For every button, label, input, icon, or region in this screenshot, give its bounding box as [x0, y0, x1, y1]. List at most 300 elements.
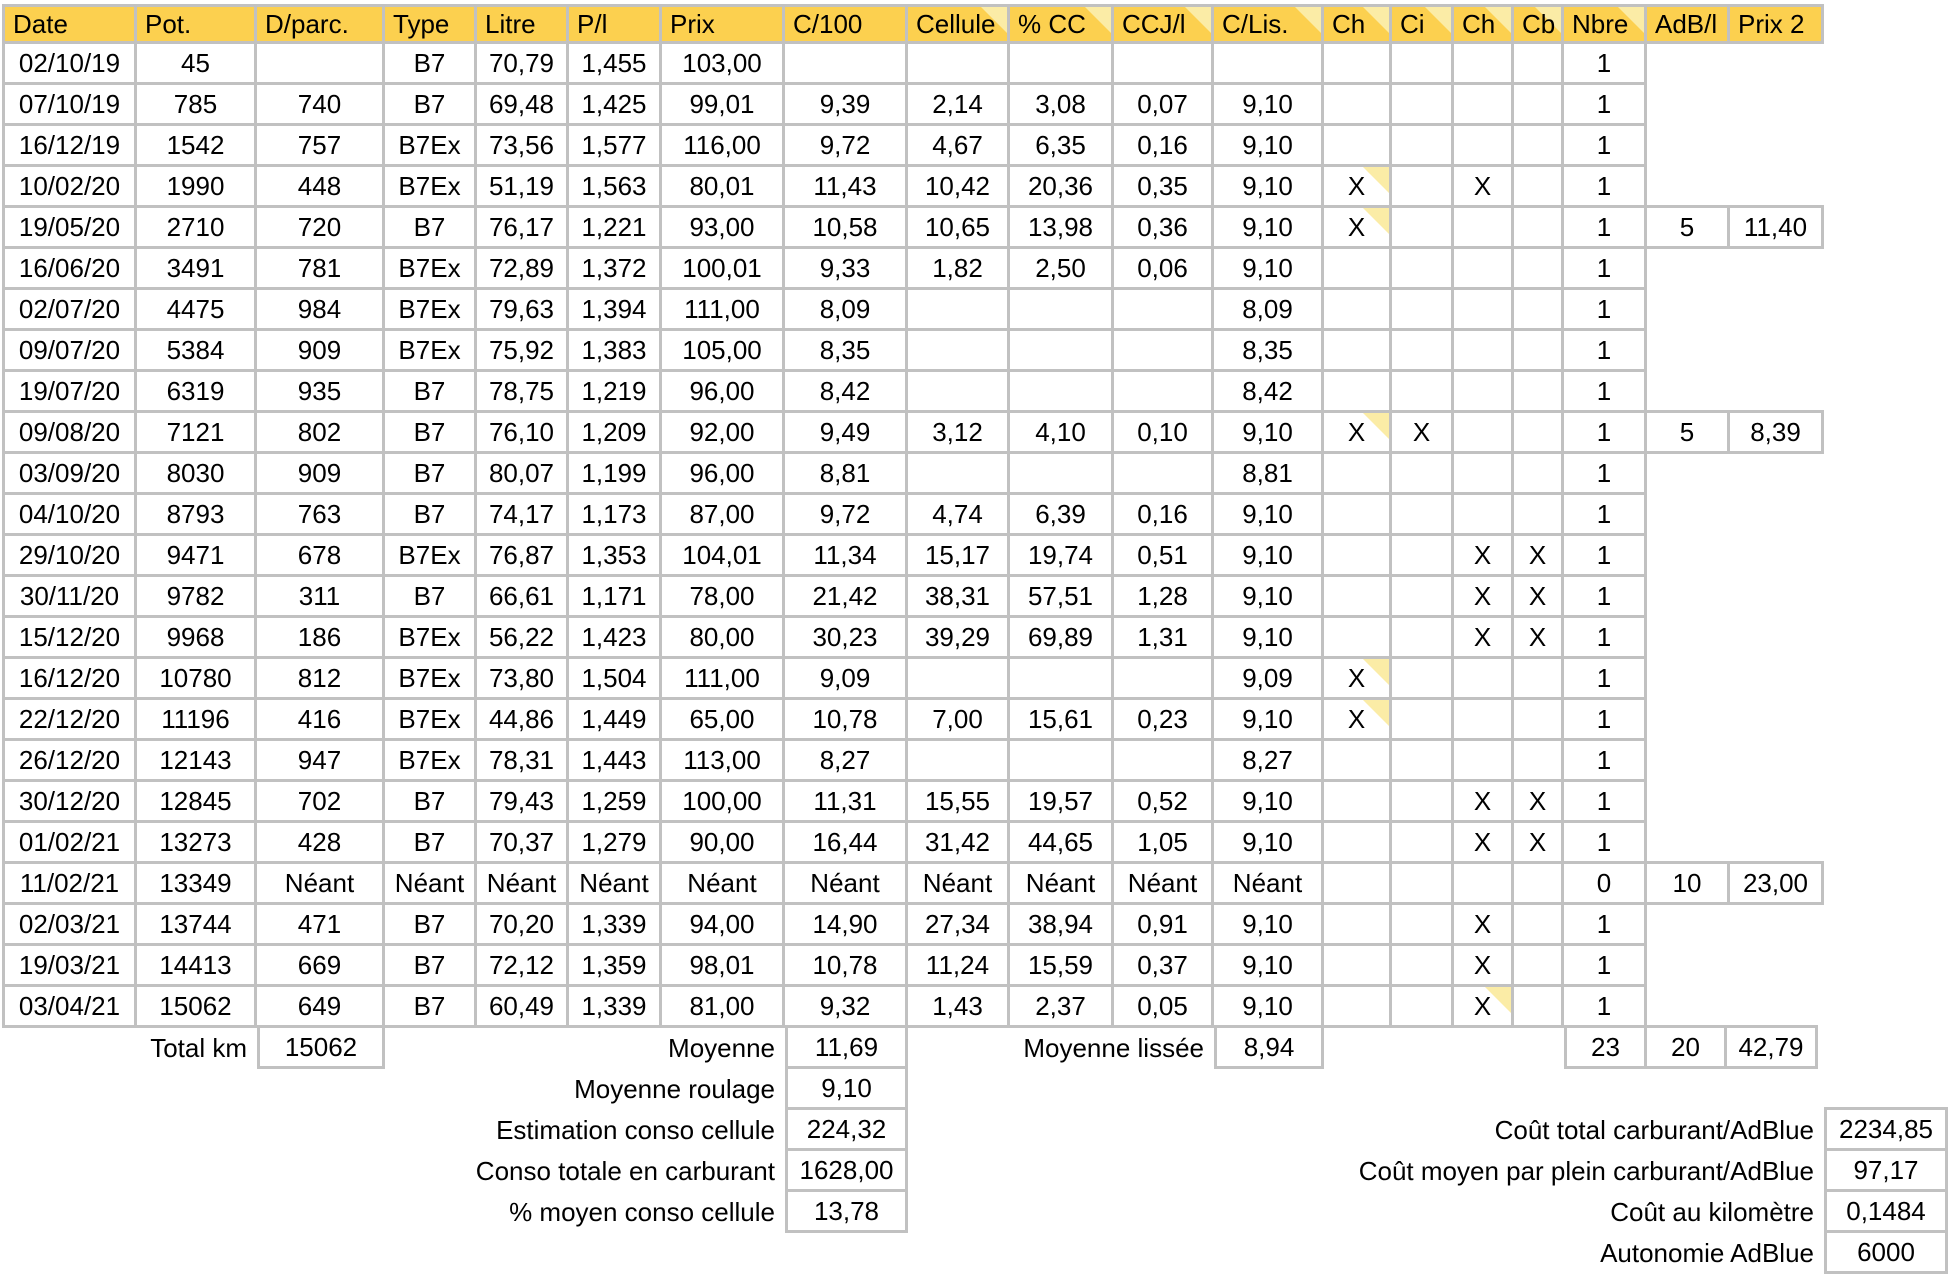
cell-cb[interactable]: [1514, 946, 1564, 987]
cell-ci[interactable]: [1392, 577, 1454, 618]
cell-ci[interactable]: [1392, 290, 1454, 331]
cell-cellule[interactable]: [908, 864, 1010, 905]
cell-nbre[interactable]: [1564, 413, 1647, 454]
cell-prix[interactable]: [662, 208, 785, 249]
conso-totale-value[interactable]: 1628,00: [785, 1148, 908, 1192]
cell-ch1[interactable]: [1324, 659, 1392, 700]
cell-pl[interactable]: [569, 413, 662, 454]
column-header-clis-11[interactable]: [1214, 4, 1324, 44]
cell-type[interactable]: [385, 495, 477, 536]
cell-ci[interactable]: [1392, 946, 1454, 987]
cell-pl[interactable]: [569, 454, 662, 495]
cell-clis[interactable]: [1214, 413, 1324, 454]
cell-ccjl[interactable]: [1114, 577, 1214, 618]
cell-date[interactable]: [2, 782, 137, 823]
cell-adbl[interactable]: [1647, 823, 1730, 864]
cell-prix[interactable]: [662, 495, 785, 536]
cell-nbre[interactable]: [1564, 905, 1647, 946]
cell-litre[interactable]: [477, 454, 569, 495]
cell-cb[interactable]: [1514, 249, 1564, 290]
cell-pot[interactable]: [137, 290, 257, 331]
cell-prix[interactable]: [662, 577, 785, 618]
cell-prix2[interactable]: [1730, 577, 1824, 618]
cell-pl[interactable]: [569, 946, 662, 987]
cell-prix2[interactable]: [1730, 864, 1824, 905]
cell-cellule[interactable]: [908, 167, 1010, 208]
cell-cellule[interactable]: [908, 905, 1010, 946]
cell-ci[interactable]: [1392, 372, 1454, 413]
cell-litre[interactable]: [477, 659, 569, 700]
cell-nbre[interactable]: [1564, 741, 1647, 782]
cell-pcc[interactable]: [1010, 454, 1114, 495]
cell-cb[interactable]: [1514, 495, 1564, 536]
cell-type[interactable]: [385, 167, 477, 208]
cell-litre[interactable]: [477, 741, 569, 782]
cell-dparc[interactable]: [257, 495, 385, 536]
cell-cellule[interactable]: [908, 454, 1010, 495]
cell-pl[interactable]: [569, 167, 662, 208]
cell-ch2[interactable]: [1454, 659, 1514, 700]
cell-dparc[interactable]: [257, 905, 385, 946]
cell-nbre[interactable]: [1564, 782, 1647, 823]
cell-prix[interactable]: [662, 987, 785, 1028]
cell-ch2[interactable]: [1454, 782, 1514, 823]
cell-pl[interactable]: [569, 44, 662, 85]
prix2-total-value[interactable]: 42,79: [1724, 1025, 1818, 1069]
cell-ccjl[interactable]: [1114, 454, 1214, 495]
cell-litre[interactable]: [477, 782, 569, 823]
cell-ccjl[interactable]: [1114, 659, 1214, 700]
cell-ch1[interactable]: [1324, 208, 1392, 249]
cell-pot[interactable]: [137, 249, 257, 290]
cell-type[interactable]: [385, 290, 477, 331]
cell-ch2[interactable]: [1454, 413, 1514, 454]
cell-cb[interactable]: [1514, 208, 1564, 249]
cell-prix2[interactable]: [1730, 782, 1824, 823]
cell-pcc[interactable]: [1010, 823, 1114, 864]
cell-ccjl[interactable]: [1114, 290, 1214, 331]
cell-pl[interactable]: [569, 126, 662, 167]
cell-type[interactable]: [385, 126, 477, 167]
cell-prix[interactable]: [662, 864, 785, 905]
cell-ch1[interactable]: [1324, 167, 1392, 208]
cell-c100[interactable]: [785, 536, 908, 577]
cell-date[interactable]: [2, 413, 137, 454]
cell-adbl[interactable]: [1647, 495, 1730, 536]
cell-ci[interactable]: [1392, 249, 1454, 290]
cell-date[interactable]: [2, 126, 137, 167]
cell-pl[interactable]: [569, 536, 662, 577]
cell-type[interactable]: [385, 987, 477, 1028]
autonomie-adblue-value[interactable]: 6000: [1824, 1230, 1948, 1274]
cell-prix2[interactable]: [1730, 85, 1824, 126]
column-header-ch1-12[interactable]: [1324, 4, 1392, 44]
column-header-prix-6[interactable]: [662, 4, 785, 44]
cell-pot[interactable]: [137, 85, 257, 126]
cell-clis[interactable]: [1214, 208, 1324, 249]
cell-pcc[interactable]: [1010, 577, 1114, 618]
cell-ch1[interactable]: [1324, 413, 1392, 454]
pct-moyen-conso-cellule-value[interactable]: 13,78: [785, 1189, 908, 1233]
cell-cb[interactable]: [1514, 85, 1564, 126]
cell-litre[interactable]: [477, 864, 569, 905]
cell-cb[interactable]: [1514, 741, 1564, 782]
cell-ccjl[interactable]: [1114, 208, 1214, 249]
cell-litre[interactable]: [477, 577, 569, 618]
cell-date[interactable]: [2, 700, 137, 741]
cell-adbl[interactable]: [1647, 208, 1730, 249]
cell-ccjl[interactable]: [1114, 864, 1214, 905]
cell-date[interactable]: [2, 618, 137, 659]
cell-ch1[interactable]: [1324, 44, 1392, 85]
cell-prix[interactable]: [662, 85, 785, 126]
cell-ch2[interactable]: [1454, 946, 1514, 987]
cell-type[interactable]: [385, 618, 477, 659]
column-header-litre-4[interactable]: [477, 4, 569, 44]
cell-c100[interactable]: [785, 864, 908, 905]
cell-pl[interactable]: [569, 987, 662, 1028]
cell-cb[interactable]: [1514, 577, 1564, 618]
cell-dparc[interactable]: [257, 864, 385, 905]
cell-dparc[interactable]: [257, 85, 385, 126]
cell-ch1[interactable]: [1324, 331, 1392, 372]
cell-cellule[interactable]: [908, 741, 1010, 782]
cell-c100[interactable]: [785, 454, 908, 495]
cell-adbl[interactable]: [1647, 536, 1730, 577]
cell-adbl[interactable]: [1647, 946, 1730, 987]
cell-nbre[interactable]: [1564, 126, 1647, 167]
cell-clis[interactable]: [1214, 618, 1324, 659]
cell-c100[interactable]: [785, 167, 908, 208]
cell-ccjl[interactable]: [1114, 618, 1214, 659]
cell-ch2[interactable]: [1454, 741, 1514, 782]
cell-type[interactable]: [385, 823, 477, 864]
cell-ch1[interactable]: [1324, 126, 1392, 167]
cell-ci[interactable]: [1392, 331, 1454, 372]
cell-cellule[interactable]: [908, 618, 1010, 659]
cell-pot[interactable]: [137, 495, 257, 536]
cell-clis[interactable]: [1214, 659, 1324, 700]
cell-date[interactable]: [2, 331, 137, 372]
cell-date[interactable]: [2, 249, 137, 290]
cell-type[interactable]: [385, 413, 477, 454]
cell-type[interactable]: [385, 741, 477, 782]
cout-moyen-plein-value[interactable]: 97,17: [1824, 1148, 1948, 1192]
cell-dparc[interactable]: [257, 372, 385, 413]
cell-nbre[interactable]: [1564, 495, 1647, 536]
column-header-adbl-17[interactable]: [1647, 4, 1730, 44]
cell-pot[interactable]: [137, 782, 257, 823]
cell-ch2[interactable]: [1454, 126, 1514, 167]
cell-ci[interactable]: [1392, 823, 1454, 864]
cell-adbl[interactable]: [1647, 249, 1730, 290]
cell-pl[interactable]: [569, 782, 662, 823]
cell-cb[interactable]: [1514, 126, 1564, 167]
cell-c100[interactable]: [785, 290, 908, 331]
cell-date[interactable]: [2, 372, 137, 413]
cell-dparc[interactable]: [257, 659, 385, 700]
cell-clis[interactable]: [1214, 905, 1324, 946]
cell-clis[interactable]: [1214, 700, 1324, 741]
cell-ch1[interactable]: [1324, 618, 1392, 659]
cell-ch1[interactable]: [1324, 577, 1392, 618]
cell-prix2[interactable]: [1730, 536, 1824, 577]
column-header-pl-5[interactable]: [569, 4, 662, 44]
cell-dparc[interactable]: [257, 126, 385, 167]
cell-litre[interactable]: [477, 290, 569, 331]
cell-ccjl[interactable]: [1114, 782, 1214, 823]
cell-ci[interactable]: [1392, 659, 1454, 700]
cell-prix[interactable]: [662, 659, 785, 700]
cell-litre[interactable]: [477, 85, 569, 126]
cell-date[interactable]: [2, 85, 137, 126]
column-header-ch2-14[interactable]: [1454, 4, 1514, 44]
cell-adbl[interactable]: [1647, 126, 1730, 167]
cell-pl[interactable]: [569, 290, 662, 331]
cell-prix2[interactable]: [1730, 905, 1824, 946]
cell-cellule[interactable]: [908, 536, 1010, 577]
cell-pot[interactable]: [137, 167, 257, 208]
cell-ch2[interactable]: [1454, 700, 1514, 741]
cell-ci[interactable]: [1392, 536, 1454, 577]
cell-pot[interactable]: [137, 700, 257, 741]
cell-ci[interactable]: [1392, 741, 1454, 782]
cell-dparc[interactable]: [257, 987, 385, 1028]
cell-date[interactable]: [2, 946, 137, 987]
cell-clis[interactable]: [1214, 372, 1324, 413]
cell-adbl[interactable]: [1647, 782, 1730, 823]
cell-cb[interactable]: [1514, 823, 1564, 864]
cell-ch2[interactable]: [1454, 987, 1514, 1028]
cell-pl[interactable]: [569, 700, 662, 741]
cell-cellule[interactable]: [908, 700, 1010, 741]
cell-pcc[interactable]: [1010, 413, 1114, 454]
cell-prix[interactable]: [662, 700, 785, 741]
cell-prix[interactable]: [662, 454, 785, 495]
cell-ccjl[interactable]: [1114, 987, 1214, 1028]
cell-c100[interactable]: [785, 44, 908, 85]
cell-dparc[interactable]: [257, 331, 385, 372]
column-header-c100-7[interactable]: [785, 4, 908, 44]
cell-prix[interactable]: [662, 741, 785, 782]
cell-litre[interactable]: [477, 126, 569, 167]
cell-nbre[interactable]: [1564, 987, 1647, 1028]
cell-clis[interactable]: [1214, 454, 1324, 495]
cell-prix2[interactable]: [1730, 618, 1824, 659]
cell-pot[interactable]: [137, 577, 257, 618]
cell-prix[interactable]: [662, 290, 785, 331]
cell-dparc[interactable]: [257, 782, 385, 823]
cell-adbl[interactable]: [1647, 290, 1730, 331]
cell-pl[interactable]: [569, 372, 662, 413]
cell-nbre[interactable]: [1564, 331, 1647, 372]
adb-total-value[interactable]: 20: [1644, 1025, 1727, 1069]
cell-prix2[interactable]: [1730, 823, 1824, 864]
cell-ch1[interactable]: [1324, 700, 1392, 741]
cell-ch1[interactable]: [1324, 823, 1392, 864]
cell-ch2[interactable]: [1454, 577, 1514, 618]
cell-date[interactable]: [2, 44, 137, 85]
cell-cellule[interactable]: [908, 577, 1010, 618]
cell-type[interactable]: [385, 249, 477, 290]
cell-litre[interactable]: [477, 413, 569, 454]
column-header-cellule-8[interactable]: [908, 4, 1010, 44]
cell-ccjl[interactable]: [1114, 126, 1214, 167]
cell-ch2[interactable]: [1454, 208, 1514, 249]
cell-nbre[interactable]: [1564, 618, 1647, 659]
cell-ccjl[interactable]: [1114, 741, 1214, 782]
cell-date[interactable]: [2, 208, 137, 249]
cell-prix[interactable]: [662, 823, 785, 864]
cell-pcc[interactable]: [1010, 249, 1114, 290]
cell-ch1[interactable]: [1324, 946, 1392, 987]
cell-c100[interactable]: [785, 495, 908, 536]
cell-litre[interactable]: [477, 823, 569, 864]
cell-ccjl[interactable]: [1114, 85, 1214, 126]
cell-type[interactable]: [385, 536, 477, 577]
column-header-date-0[interactable]: [2, 4, 137, 44]
cell-cellule[interactable]: [908, 208, 1010, 249]
cell-ccjl[interactable]: [1114, 413, 1214, 454]
cell-pot[interactable]: [137, 946, 257, 987]
cell-ch2[interactable]: [1454, 372, 1514, 413]
cout-total-value[interactable]: 2234,85: [1824, 1107, 1948, 1151]
cell-ci[interactable]: [1392, 454, 1454, 495]
cell-ch2[interactable]: [1454, 44, 1514, 85]
cell-litre[interactable]: [477, 618, 569, 659]
cell-clis[interactable]: [1214, 823, 1324, 864]
cell-ci[interactable]: [1392, 44, 1454, 85]
cell-nbre[interactable]: [1564, 864, 1647, 905]
cell-adbl[interactable]: [1647, 372, 1730, 413]
cell-cb[interactable]: [1514, 454, 1564, 495]
cell-cellule[interactable]: [908, 413, 1010, 454]
cell-dparc[interactable]: [257, 946, 385, 987]
cell-prix[interactable]: [662, 331, 785, 372]
cell-pl[interactable]: [569, 249, 662, 290]
cell-c100[interactable]: [785, 700, 908, 741]
cell-type[interactable]: [385, 454, 477, 495]
cell-litre[interactable]: [477, 331, 569, 372]
cell-dparc[interactable]: [257, 44, 385, 85]
estimation-conso-cellule-value[interactable]: 224,32: [785, 1107, 908, 1151]
cell-ch1[interactable]: [1324, 782, 1392, 823]
cell-ci[interactable]: [1392, 495, 1454, 536]
cell-dparc[interactable]: [257, 413, 385, 454]
cell-c100[interactable]: [785, 372, 908, 413]
cell-type[interactable]: [385, 659, 477, 700]
cell-date[interactable]: [2, 741, 137, 782]
cell-type[interactable]: [385, 782, 477, 823]
cell-ci[interactable]: [1392, 167, 1454, 208]
cell-prix[interactable]: [662, 618, 785, 659]
cell-cb[interactable]: [1514, 331, 1564, 372]
cell-pot[interactable]: [137, 823, 257, 864]
cell-ch2[interactable]: [1454, 249, 1514, 290]
cell-pl[interactable]: [569, 618, 662, 659]
cell-prix2[interactable]: [1730, 290, 1824, 331]
cell-nbre[interactable]: [1564, 167, 1647, 208]
cell-adbl[interactable]: [1647, 454, 1730, 495]
cell-adbl[interactable]: [1647, 700, 1730, 741]
cell-ci[interactable]: [1392, 413, 1454, 454]
cell-ci[interactable]: [1392, 864, 1454, 905]
cell-ch1[interactable]: [1324, 249, 1392, 290]
cell-cellule[interactable]: [908, 331, 1010, 372]
cell-pot[interactable]: [137, 331, 257, 372]
cell-nbre[interactable]: [1564, 454, 1647, 495]
cell-prix2[interactable]: [1730, 495, 1824, 536]
cell-pot[interactable]: [137, 987, 257, 1028]
moyenne-value[interactable]: 11,69: [785, 1025, 908, 1069]
cell-pcc[interactable]: [1010, 987, 1114, 1028]
cell-pcc[interactable]: [1010, 331, 1114, 372]
cell-nbre[interactable]: [1564, 290, 1647, 331]
cell-cb[interactable]: [1514, 167, 1564, 208]
cell-litre[interactable]: [477, 249, 569, 290]
cell-litre[interactable]: [477, 905, 569, 946]
cell-ch2[interactable]: [1454, 85, 1514, 126]
cell-clis[interactable]: [1214, 577, 1324, 618]
cell-pl[interactable]: [569, 208, 662, 249]
cell-cellule[interactable]: [908, 126, 1010, 167]
cell-cb[interactable]: [1514, 413, 1564, 454]
cell-dparc[interactable]: [257, 249, 385, 290]
cell-pl[interactable]: [569, 495, 662, 536]
cell-ch1[interactable]: [1324, 864, 1392, 905]
cell-adbl[interactable]: [1647, 659, 1730, 700]
cell-adbl[interactable]: [1647, 167, 1730, 208]
cell-nbre[interactable]: [1564, 700, 1647, 741]
cell-dparc[interactable]: [257, 167, 385, 208]
cell-pcc[interactable]: [1010, 782, 1114, 823]
cell-nbre[interactable]: [1564, 577, 1647, 618]
cell-prix2[interactable]: [1730, 659, 1824, 700]
cell-clis[interactable]: [1214, 782, 1324, 823]
cell-ch1[interactable]: [1324, 536, 1392, 577]
cell-nbre[interactable]: [1564, 536, 1647, 577]
cell-adbl[interactable]: [1647, 987, 1730, 1028]
cell-date[interactable]: [2, 454, 137, 495]
cell-adbl[interactable]: [1647, 905, 1730, 946]
cell-type[interactable]: [385, 946, 477, 987]
cell-prix[interactable]: [662, 372, 785, 413]
cell-clis[interactable]: [1214, 290, 1324, 331]
cell-prix2[interactable]: [1730, 987, 1824, 1028]
cell-pcc[interactable]: [1010, 372, 1114, 413]
cell-dparc[interactable]: [257, 208, 385, 249]
cell-prix2[interactable]: [1730, 372, 1824, 413]
cell-litre[interactable]: [477, 208, 569, 249]
column-header-nbre-16[interactable]: [1564, 4, 1647, 44]
cell-ch1[interactable]: [1324, 987, 1392, 1028]
cell-ch2[interactable]: [1454, 290, 1514, 331]
cell-litre[interactable]: [477, 946, 569, 987]
cell-pot[interactable]: [137, 741, 257, 782]
cell-ci[interactable]: [1392, 987, 1454, 1028]
cell-prix[interactable]: [662, 44, 785, 85]
cell-date[interactable]: [2, 905, 137, 946]
cell-adbl[interactable]: [1647, 85, 1730, 126]
column-header-ccjl-10[interactable]: [1114, 4, 1214, 44]
cell-ch1[interactable]: [1324, 454, 1392, 495]
cell-ccjl[interactable]: [1114, 700, 1214, 741]
cell-c100[interactable]: [785, 823, 908, 864]
cell-nbre[interactable]: [1564, 823, 1647, 864]
moyenne-roulage-value[interactable]: 9,10: [785, 1066, 908, 1110]
cell-pl[interactable]: [569, 659, 662, 700]
cell-ch2[interactable]: [1454, 823, 1514, 864]
